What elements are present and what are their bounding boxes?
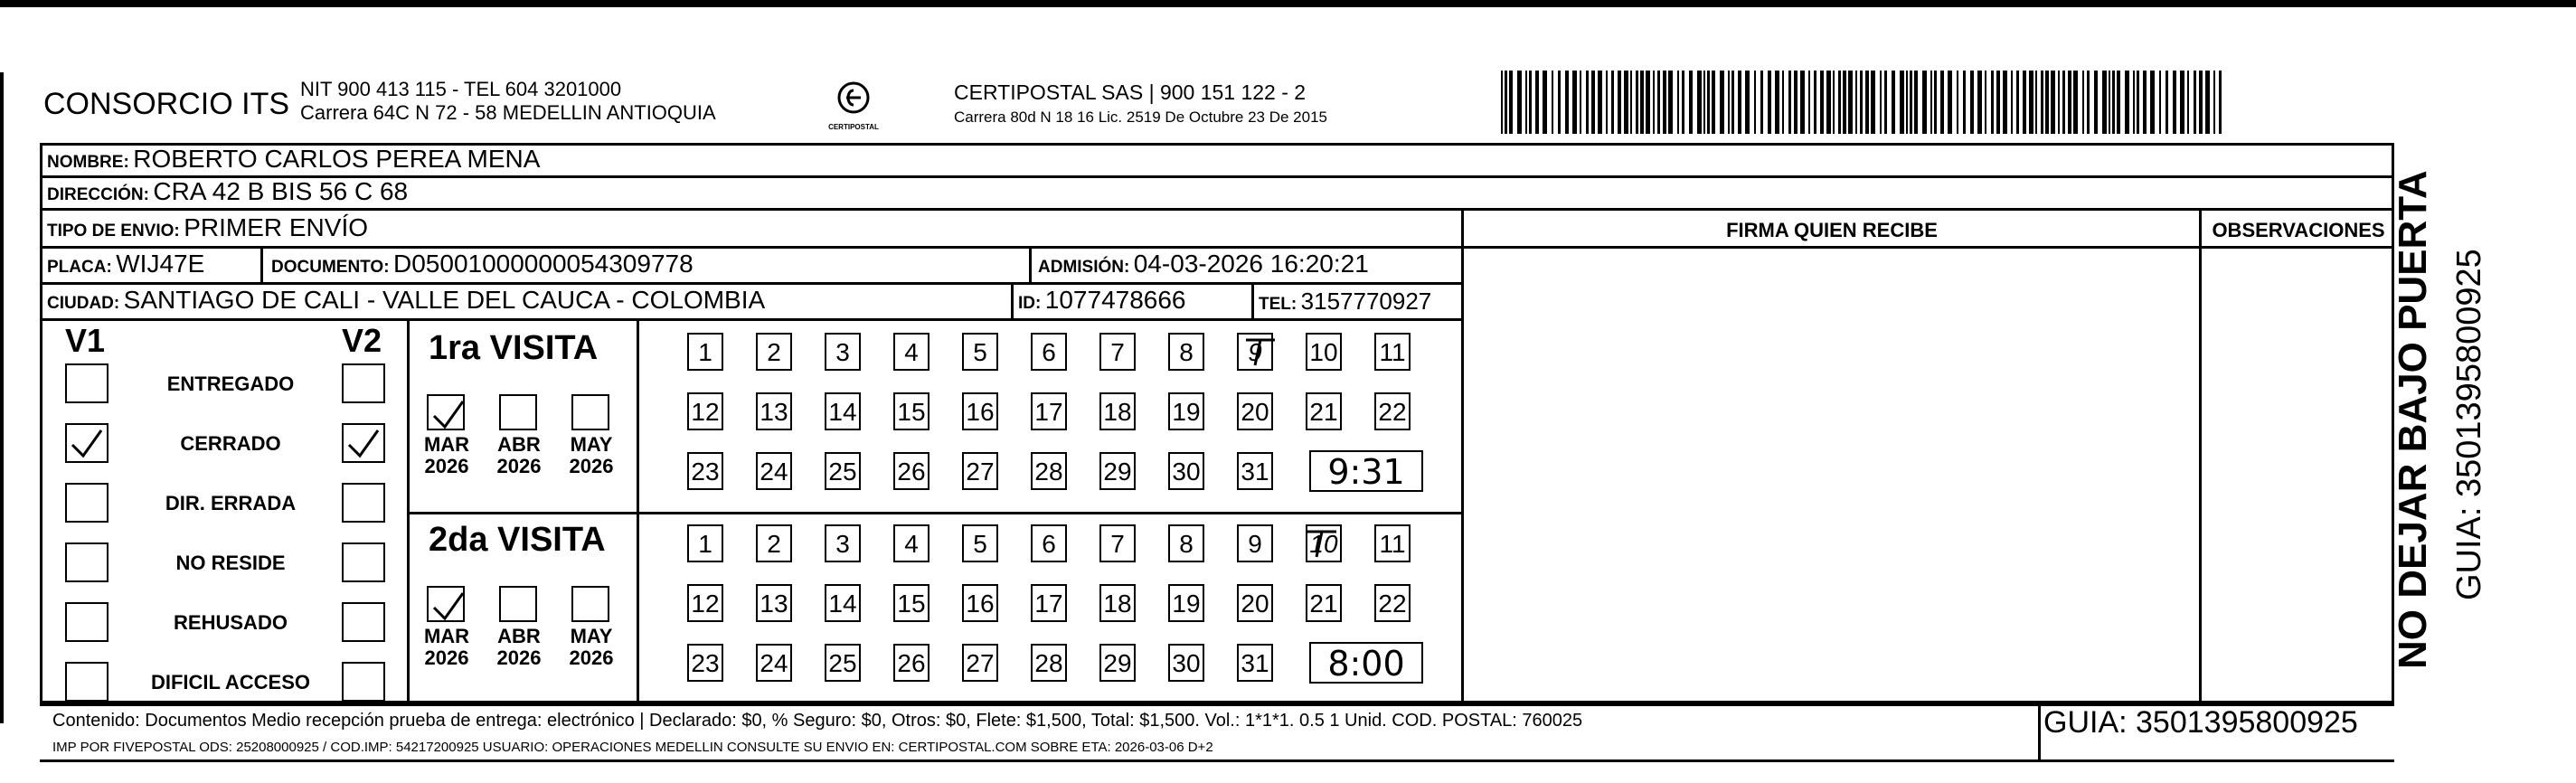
day-box[interactable]: 17 [1031,392,1067,430]
barcode-bar [1833,71,1835,134]
visit-time: 8:00 [1309,642,1423,684]
day-box[interactable]: 27 [962,452,998,490]
visit-title: 2da VISITA [429,521,606,559]
id-value: 1077478666 [1044,286,1186,314]
day-box[interactable]: 9 [1237,333,1273,371]
barcode-bar [1940,71,1944,134]
month-label [564,626,618,669]
ciudad-value: SANTIAGO DE CALI - VALLE DEL CAUCA - COLOMBIA [123,286,766,314]
admision-label: ADMISIÓN: [1038,258,1130,277]
barcode-bar [1517,71,1522,134]
barcode-bar [2068,71,2071,134]
ciudad-row [47,286,765,315]
barcode-bar [1509,71,1513,134]
v2-header: V2 [342,322,382,359]
certipostal-name: CERTIPOSTAL SAS | 900 151 122 - 2 [954,80,1307,104]
barcode-bar [2219,71,2222,134]
day-box[interactable]: 16 [962,392,998,430]
month-year: 2026 [424,455,469,477]
barcode-bar [2016,71,2019,134]
day-box[interactable]: 12 [687,584,723,622]
barcode-bar [1720,71,1724,134]
row-divider [40,318,1461,321]
row-divider [40,208,2394,211]
barcode-bar [2102,71,2107,134]
day-box[interactable]: 17 [1031,584,1067,622]
v2-checkbox[interactable] [342,423,385,463]
v1-checkbox[interactable] [65,423,109,463]
v1-checkbox[interactable] [65,483,109,523]
cell-divider [1029,246,1032,282]
tipo-label: TIPO DE ENVIO: [47,222,180,241]
barcode-bar [1963,71,1966,134]
nombre-label: NOMBRE: [47,153,129,172]
v1-checkbox[interactable] [65,662,109,702]
barcode-bar [1814,71,1816,134]
footer-content: Contenido: Documentos Medio recepción prueba de entrega: electrónico | Declarado: $0, % Seguro: $0, Otros: $0, Flete: $1,500, Total: $1,500. Vol.: 1*1*1. 0.5 1 Unid. COD. POSTAL: 760025 [52,711,1583,731]
day-box[interactable]: 11 [1374,524,1411,562]
placa-row [47,250,204,278]
barcode-bar [1529,71,1532,134]
barcode-bar [1689,71,1693,134]
status-label: CERRADO [180,432,281,455]
barcode-bar [1703,71,1705,134]
day-box[interactable]: 8 [1168,333,1204,371]
barcode-bar [2082,71,2084,134]
barcode-bar [1910,71,1912,134]
placa-label: PLACA: [47,258,112,277]
status-label: NO RESIDE [175,552,286,574]
certipostal-info [954,80,1327,130]
v2-checkbox[interactable] [342,483,385,523]
status-label: ENTREGADO [166,373,295,395]
day-box[interactable]: 18 [1099,392,1136,430]
barcode-bar [2011,71,2013,134]
month-year: 2026 [569,455,614,477]
month-label [492,626,546,669]
direccion-label: DIRECCIÓN: [47,185,149,204]
day-box[interactable]: 5 [962,524,998,562]
barcode-bar [1640,71,1644,134]
documento-row [271,250,694,278]
barcode-bar [1663,71,1666,134]
tipo-row [47,213,368,242]
month-checkbox[interactable] [499,586,537,622]
barcode-bar [2173,71,2176,134]
barcode-bar [1558,71,1561,134]
month-name: MAR [423,625,470,647]
day-box[interactable]: 2 [756,524,792,562]
barcode-bar [1728,71,1730,134]
barcode-bar [2062,71,2065,134]
barcode-bar [2051,71,2055,134]
day-box[interactable]: 11 [1374,333,1411,371]
day-box[interactable]: 20 [1237,584,1273,622]
status-label: REHUSADO [174,611,288,634]
month-name: MAR [423,433,470,456]
id-row [1018,286,1186,315]
month-name: MAY [570,625,613,647]
month-checkbox[interactable] [571,394,609,430]
barcode-bar [1957,71,1958,134]
direccion-value: CRA 42 B BIS 56 C 68 [153,177,409,205]
barcode-bar [1996,71,2000,134]
barcode-bar [1991,71,1994,134]
barcode-bar [1586,71,1589,134]
barcode-bar [1826,71,1831,134]
top-border [0,0,2576,7]
day-box[interactable]: 25 [825,452,861,490]
day-box[interactable]: 28 [1031,452,1067,490]
barcode-bar [2166,71,2168,134]
barcode-bar [2143,71,2147,134]
day-box[interactable]: 8 [1168,524,1204,562]
barcode-bar [1636,71,1638,134]
month-checkbox[interactable] [427,394,465,430]
barcode-bar [1794,71,1798,134]
tel-label: TEL: [1259,295,1297,314]
day-box[interactable]: 21 [1306,584,1342,622]
barcode-bar [1624,71,1628,134]
barcode-bar [1598,71,1602,134]
day-box[interactable]: 31 [1237,452,1273,490]
barcode-bar [2117,71,2120,134]
barcode-bar [1712,71,1715,134]
day-box[interactable]: 12 [687,392,723,430]
barcode-bar [1668,71,1673,134]
barcode-bar [1884,71,1887,134]
footer-bottom [40,759,2394,762]
barcode-bar [2094,71,2098,134]
v1-header: V1 [65,322,106,359]
day-box[interactable]: 3 [825,524,861,562]
barcode-bar [2109,71,2110,134]
cell-divider [260,246,263,282]
month-name: MAY [570,433,613,456]
barcode-bar [1611,71,1614,134]
barcode-bar [2159,71,2161,134]
col-divider [2038,703,2041,759]
barcode-bar [1525,71,1527,134]
barcode-bar [1808,71,1810,134]
barcode-bar [1543,71,1547,134]
day-box[interactable]: 7 [1099,333,1136,371]
status-label: DIFICIL ACCESO [150,671,310,693]
direccion-row [47,177,408,206]
day-box[interactable]: 13 [756,584,792,622]
day-box[interactable]: 6 [1031,524,1067,562]
day-box[interactable]: 18 [1099,584,1136,622]
day-box[interactable]: 4 [893,333,929,371]
v2-checkbox[interactable] [342,363,385,403]
barcode-bar [1934,71,1937,134]
day-box[interactable]: 29 [1099,644,1136,682]
cell-divider [1011,282,1014,318]
day-box[interactable]: 5 [962,333,998,371]
barcode-bar [1682,71,1684,134]
v2-checkbox[interactable] [342,602,385,642]
barcode-bar [1782,71,1784,134]
barcode-bar [2125,71,2129,134]
day-box[interactable]: 21 [1306,392,1342,430]
observaciones-header: OBSERVACIONES [2212,219,2385,241]
footer-top [40,703,2394,706]
day-box[interactable]: 26 [893,452,929,490]
month-label [564,434,618,477]
barcode-bar [1768,71,1771,134]
barcode-bar [2180,71,2184,134]
documento-label: DOCUMENTO: [271,258,390,277]
month-name: ABR [497,433,541,456]
day-box[interactable]: 27 [962,644,998,682]
barcode-bar [1871,71,1875,134]
barcode [1501,71,2224,134]
day-box[interactable]: 1 [687,524,723,562]
v2-checkbox[interactable] [342,662,385,702]
col-divider [637,318,639,703]
month-checkbox[interactable] [499,394,537,430]
v1-checkbox[interactable] [65,363,109,403]
day-box[interactable]: 22 [1374,584,1411,622]
barcode-bar [1591,71,1595,134]
day-box[interactable]: 24 [756,452,792,490]
left-border [0,72,4,723]
month-label [492,434,546,477]
barcode-bar [2194,71,2196,134]
barcode-bar [1838,71,1841,134]
barcode-bar [2003,71,2007,134]
barcode-bar [1820,71,1824,134]
day-box[interactable]: 9 [1237,524,1273,562]
barcode-bar [1760,71,1763,134]
barcode-bar [2029,71,2033,134]
v2-checkbox[interactable] [342,542,385,582]
barcode-bar [1552,71,1553,134]
visit-divider [407,512,1461,514]
barcode-bar [1618,71,1621,134]
barcode-bar [1843,71,1846,134]
month-label [420,626,474,669]
day-box[interactable]: 14 [825,392,861,430]
barcode-bar [1606,71,1608,134]
id-label: ID: [1018,294,1042,313]
day-box[interactable]: 23 [687,452,723,490]
barcode-bar [1865,71,1869,134]
barcode-bar [2150,71,2155,134]
col-divider [1461,208,1464,703]
day-box[interactable]: 13 [756,392,792,430]
barcode-bar [1800,71,1805,134]
barcode-bar [1580,71,1581,134]
barcode-bar [2087,71,2090,134]
day-box[interactable]: 31 [1237,644,1273,682]
day-box[interactable]: 15 [893,392,929,430]
day-box[interactable]: 19 [1168,392,1204,430]
barcode-bar [1900,71,1904,134]
barcode-bar [1572,71,1577,134]
visit-time: 9:31 [1309,450,1423,492]
col-divider [407,318,410,703]
row-divider [40,246,2394,249]
day-box[interactable]: 30 [1168,644,1204,682]
barcode-bar [2137,71,2139,134]
barcode-bar [1922,71,1927,134]
barcode-bar [2112,71,2115,134]
barcode-bar [2041,71,2043,134]
barcode-bar [2133,71,2135,134]
barcode-bar [1914,71,1918,134]
day-box[interactable]: 29 [1099,452,1136,490]
admision-row [1038,250,1369,278]
barcode-bar [1906,71,1908,134]
brand-name: CONSORCIO ITS [43,87,290,121]
tel-row [1259,288,1431,316]
day-box[interactable]: 15 [893,584,929,622]
barcode-bar [2073,71,2078,134]
v1-checkbox[interactable] [65,602,109,642]
documento-value: D05001000000054309778 [393,250,694,278]
col-divider [2199,208,2202,703]
side-warning: NO DEJAR BAJO PUERTA [2391,170,2435,669]
barcode-bar [1892,71,1895,134]
month-year: 2026 [424,646,469,669]
day-box[interactable]: 1 [687,333,723,371]
nombre-row [47,145,540,174]
barcode-bar [1677,71,1679,134]
barcode-bar [1788,71,1791,134]
barcode-bar [1630,71,1632,134]
day-box[interactable]: 25 [825,644,861,682]
barcode-bar [1948,71,1952,134]
side-guia: GUIA: 3501395800925 [2450,249,2488,600]
barcode-bar [2187,71,2189,134]
barcode-bar [1657,71,1660,134]
day-box[interactable]: 10 [1306,524,1342,562]
status-label: DIR. ERRADA [165,492,297,514]
day-box[interactable]: 14 [825,584,861,622]
visit-title: 1ra VISITA [429,329,599,367]
day-box[interactable]: 7 [1099,524,1136,562]
barcode-bar [1855,71,1857,134]
footer-print-info: IMP POR FIVEPOSTAL ODS: 25208000925 / COD.IMP: 54217200925 USUARIO: OPERACIONES MEDELLIN CONSULTE SU ENVIO EN: CERTIPOSTAL.COM SOBRE ETA: 2026-03-06 D+2 [52,740,1213,755]
month-checkbox[interactable] [571,586,609,622]
barcode-bar [1697,71,1702,134]
day-box[interactable]: 23 [687,644,723,682]
barcode-bar [1738,71,1741,134]
day-box[interactable]: 3 [825,333,861,371]
address-line: Carrera 64C N 72 - 58 MEDELLIN ANTIOQUIA [300,101,716,124]
month-year: 2026 [496,455,542,477]
firma-header: FIRMA QUIEN RECIBE [1726,219,1938,241]
barcode-bar [1501,71,1503,134]
day-box[interactable]: 10 [1306,333,1342,371]
barcode-bar [1880,71,1882,134]
barcode-bar [2199,71,2203,134]
certipostal-license: Carrera 80d N 18 16 Lic. 2519 De Octubre 23 De 2015 [954,108,1327,126]
barcode-bar [1535,71,1539,134]
barcode-bar [1565,71,1569,134]
day-box[interactable]: 4 [893,524,929,562]
brand-nit [300,78,716,125]
month-checkbox[interactable] [427,586,465,622]
day-box[interactable]: 24 [756,644,792,682]
barcode-bar [1775,71,1779,134]
v1-checkbox[interactable] [65,542,109,582]
nit-line: NIT 900 413 115 - TEL 604 3201000 [300,78,622,100]
day-box[interactable]: 22 [1374,392,1411,430]
barcode-bar [1505,71,1507,134]
tipo-value: PRIMER ENVÍO [184,213,369,241]
barcode-bar [2058,71,2060,134]
barcode-bar [1745,71,1750,134]
barcode-bar [2045,71,2049,134]
month-label [420,434,474,477]
day-box[interactable]: 20 [1237,392,1273,430]
barcode-bar [1848,71,1853,134]
barcode-bar [1930,71,1932,134]
row-divider [40,282,1461,285]
placa-value: WIJ47E [116,250,205,278]
barcode-bar [1653,71,1655,134]
day-box[interactable]: 28 [1031,644,1067,682]
admision-value: 04-03-2026 16:20:21 [1133,250,1369,278]
month-year: 2026 [496,646,542,669]
day-box[interactable]: 6 [1031,333,1067,371]
barcode-bar [2023,71,2026,134]
barcode-bar [1985,71,1986,134]
barcode-bar [1731,71,1734,134]
barcode-bar [2205,71,2210,134]
day-box[interactable]: 19 [1168,584,1204,622]
footer-guia: GUIA: 3501395800925 [2043,705,2358,740]
day-box[interactable]: 26 [893,644,929,682]
tel-value: 3157770927 [1300,288,1432,315]
barcode-bar [1754,71,1756,134]
certipostal-logo [825,76,882,139]
barcode-bar [2213,71,2215,134]
barcode-bar [1860,71,1863,134]
day-box[interactable]: 30 [1168,452,1204,490]
barcode-bar [1977,71,1982,134]
barcode-bar [1707,71,1710,134]
barcode-bar [2035,71,2037,134]
month-name: ABR [497,625,541,647]
day-box[interactable]: 2 [756,333,792,371]
day-box[interactable]: 16 [962,584,998,622]
barcode-bar [1646,71,1650,134]
month-year: 2026 [569,646,614,669]
logo-text: CERTIPOSTAL [828,123,879,131]
ciudad-label: CIUDAD: [47,294,120,313]
barcode-bar [1970,71,1974,134]
nombre-value: ROBERTO CARLOS PEREA MENA [133,145,541,173]
cell-divider [1251,282,1254,318]
